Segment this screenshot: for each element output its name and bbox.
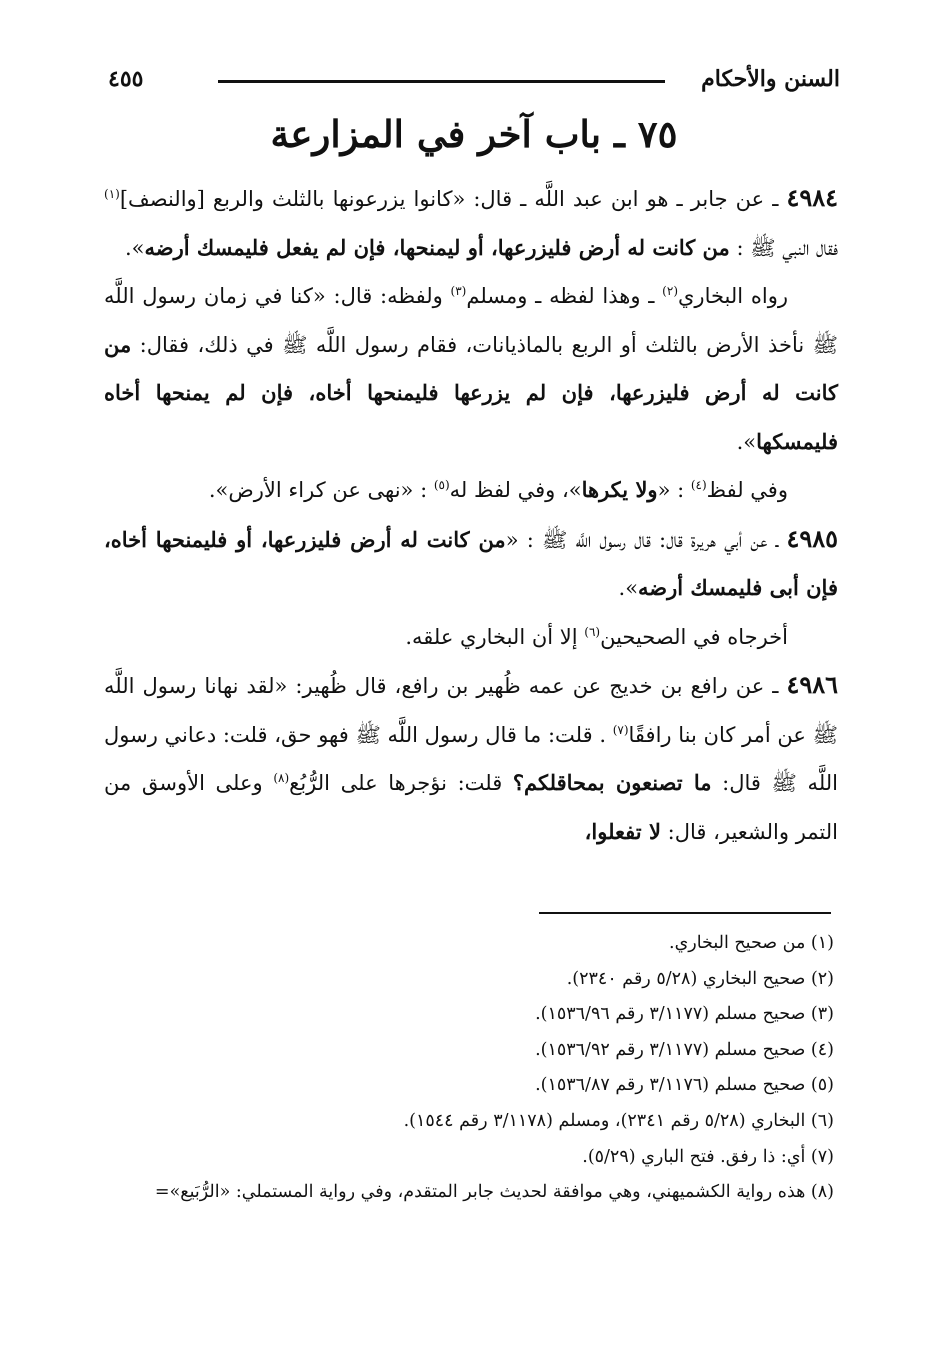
commentary-text: ـ وهذا لفظه ـ ومسلم xyxy=(466,284,663,308)
prophetic-saying: ما تصنعون بمحاقلكم؟ xyxy=(512,770,712,795)
narration-commentary xyxy=(104,272,838,466)
header-rule xyxy=(218,80,665,83)
footnote-ref: (٦) xyxy=(584,624,601,639)
hadith-4986 xyxy=(104,661,838,856)
commentary-text: وفي لفظ xyxy=(706,478,788,502)
footnote-4: (٤) صحيح مسلم (٣/١١٧٧ رقم ١٥٣٦/٩٢). xyxy=(535,1039,834,1060)
hadith-4985 xyxy=(104,515,838,613)
footnote-2: (٢) صحيح البخاري (٥/٢٨ رقم ٢٣٤٠). xyxy=(566,968,834,989)
prophetic-saying: لا تفعلوا، xyxy=(584,818,661,844)
footnote-ref: (١) xyxy=(104,187,120,201)
hadith-text: ـ عن جابر ـ هو ابن عبد اللَّه ـ قال: «كانوا يزرعونها بالثلث والربع [والنصف] xyxy=(119,187,787,211)
prophetic-saying: من كانت له أرض فليزرعها، فإن لم يزرعها فليمنحها أخاه، فإن لم يمنحها أخاه فليمسكها xyxy=(104,331,838,454)
commentary-text: رواه البخاري xyxy=(678,284,788,308)
commentary-text: : « xyxy=(657,478,691,502)
sahihayn-note xyxy=(104,613,838,662)
page-number: ٤٥٥ xyxy=(108,66,144,92)
footnote-ref: (٨) xyxy=(273,771,290,785)
commentary-text: ولفظه: قال: «كنا في زمان رسول اللَّه ﷺ نأخذ الأرض بالثلث أو الربع بالماذيانات، فقام رسول اللَّه ﷺ في ذلك، فقال: xyxy=(104,284,838,357)
hadith-text: قلت: نؤجرها على الرُّبُع xyxy=(289,771,513,795)
prophetic-saying: من كانت له أرض فليزرعها، أو فليمنحها أخاه، فإن أبى فليمسك أرضه xyxy=(104,526,838,600)
main-text xyxy=(104,174,838,856)
footnote-5: (٥) صحيح مسلم (٣/١١٧٦ رقم ١٥٣٦/٨٧). xyxy=(535,1075,834,1096)
other-wording xyxy=(104,466,838,515)
chapter-title: ٧٥ ـ باب آخر في المزارعة xyxy=(270,112,678,156)
footnote-8: (٨) هذه رواية الكشميهني، وهي موافقة لحديث جابر المتقدم، وفي رواية المستملي: «الرُّبَيع»= xyxy=(154,1182,834,1203)
prophetic-saying: ولا يكرها xyxy=(581,477,658,502)
commentary-text: ». xyxy=(736,429,757,454)
prophetic-saying: من كانت له أرض فليزرعها، أو ليمنحها، فإن لم يفعل فليمسك أرضه xyxy=(144,234,730,260)
hadith-text: ». xyxy=(124,235,145,260)
footnote-1: (١) من صحيح البخاري. xyxy=(669,933,834,953)
footnote-ref: (٥) xyxy=(433,478,450,492)
page-header xyxy=(108,60,840,100)
footnote-3: (٣) صحيح مسلم (٣/١١٧٧ رقم ١٥٣٦/٩٦). xyxy=(535,1004,834,1025)
hadith-number: ٤٩٨٥ xyxy=(786,523,838,553)
footnote-7: (٧) أي: ذا رفق. فتح الباري (٥/٢٩). xyxy=(582,1146,834,1167)
commentary-text: »، وفي لفظ له xyxy=(449,478,582,502)
footnote-ref: (٤) xyxy=(690,478,707,492)
hadith-text: . قلت: ما قال رسول اللَّه ﷺ فهو حق، قلت: دعاني رسول اللَّه ﷺ قال: xyxy=(104,722,838,795)
footnote-ref: (٢) xyxy=(662,284,678,298)
footnote-6: (٦) البخاري (٥/٢٨ رقم ٢٣٤١)، ومسلم (٣/١١٧٨ رقم ١٥٤٤). xyxy=(403,1110,834,1131)
hadith-text: ـ عن أبي هريرة قال: قال رسول اللَّه ﷺ : « xyxy=(505,527,787,552)
hadith-text: فقال النبي ﷺ : xyxy=(729,235,838,260)
hadith-number: ٤٩٨٤ xyxy=(786,183,838,212)
commentary-text: إلا أن البخاري علقه. xyxy=(405,624,585,649)
commentary-text: : «نهى عن كراء الأرض». xyxy=(208,478,434,502)
hadith-text: ». xyxy=(618,576,639,600)
footnotes xyxy=(108,926,834,1211)
hadith-4984 xyxy=(104,174,838,272)
footnote-ref: (٣) xyxy=(450,284,467,298)
hadith-number: ٤٩٨٦ xyxy=(786,670,838,699)
footnote-ref: (٧) xyxy=(612,722,629,737)
footnote-separator xyxy=(539,912,831,914)
running-title: السنن والأحكام xyxy=(701,66,840,92)
hadith-text: وعلى الأوسق من التمر والشعير، قال: xyxy=(104,771,838,844)
commentary-text: أخرجاه في الصحيحين xyxy=(600,624,788,649)
hadith-text: ـ عن رافع بن خديج عن عمه ظُهير بن رافع، قال ظُهير: «لقد نهانا رسول اللَّه ﷺ عن أمر كان بنا رافقًا xyxy=(104,674,838,747)
